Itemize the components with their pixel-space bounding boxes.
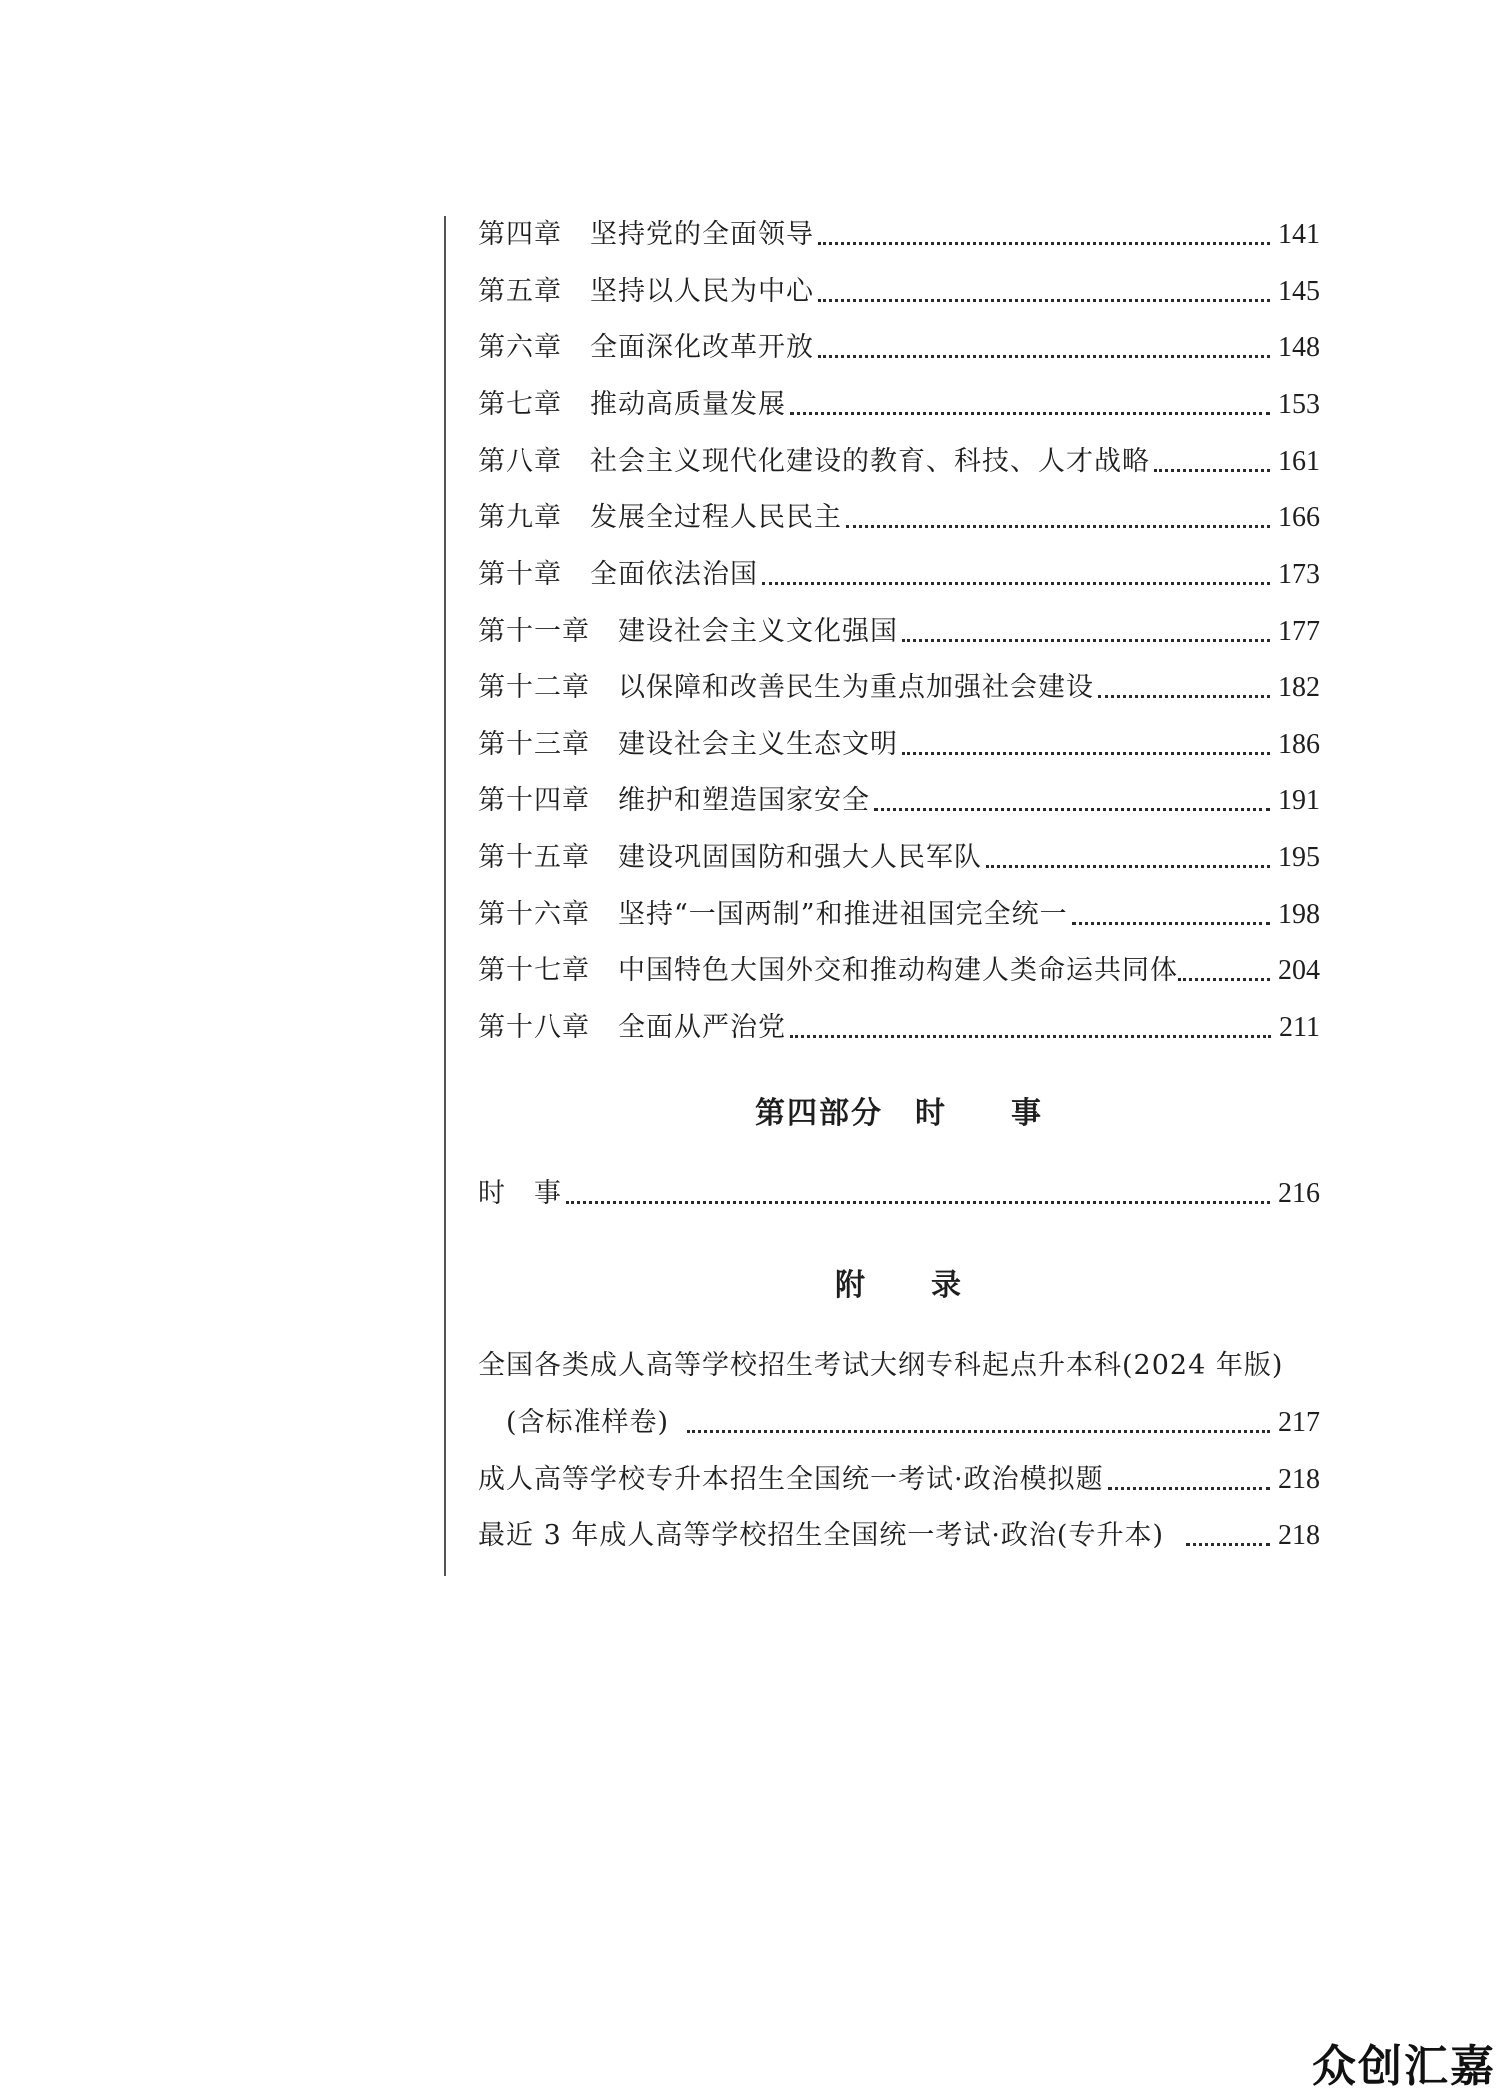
page-number: 218 [1278, 1464, 1320, 1495]
dot-leader [1178, 978, 1270, 981]
page-number: 186 [1278, 729, 1320, 760]
entry-title: 时 事 [478, 1178, 562, 1209]
page-number: 177 [1278, 616, 1320, 647]
toc-entry [478, 836, 1320, 880]
chapter-title: 发展全过程人民民主 [590, 502, 842, 533]
chapter-title: 建设巩固国防和强大人民军队 [618, 842, 982, 873]
toc-entry [478, 666, 1320, 710]
dot-leader [818, 242, 1270, 245]
toc-entry [478, 1401, 1320, 1445]
chapter-number: 第十七章 [478, 955, 590, 986]
page-number: 182 [1278, 672, 1320, 703]
appendix-entry-line1: 全国各类成人高等学校招生考试大纲专科起点升本科(2024 年版) [478, 1350, 1284, 1381]
chapter-title: 以保障和改善民生为重点加强社会建设 [618, 672, 1094, 703]
dot-leader [1098, 695, 1270, 698]
toc-entry [478, 1006, 1320, 1050]
chapter-number: 第十五章 [478, 842, 590, 873]
dot-leader [986, 865, 1270, 868]
chapter-title: 坚持“一国两制”和推进祖国完全统一 [618, 899, 1068, 930]
toc-entry [478, 326, 1320, 370]
chapter-title: 全面依法治国 [590, 559, 758, 590]
dot-leader [874, 808, 1270, 811]
chapter-number: 第十三章 [478, 729, 590, 760]
toc-entry [478, 496, 1320, 540]
chapter-title: 全面深化改革开放 [590, 332, 814, 363]
chapter-number: 第十八章 [478, 1012, 590, 1043]
chapter-title: 全面从严治党 [618, 1012, 786, 1043]
toc-entry [478, 1458, 1320, 1502]
dot-leader [1108, 1487, 1270, 1490]
page-number: 141 [1278, 219, 1320, 250]
dot-leader [790, 1035, 1271, 1038]
page-number: 145 [1278, 276, 1320, 307]
chapter-number: 第十六章 [478, 899, 590, 930]
chapter-title: 坚持党的全面领导 [590, 219, 814, 250]
chapter-number: 第八章 [478, 446, 562, 477]
watermark-logo-text: 众创汇嘉 [1312, 2041, 1496, 2092]
part4-heading: 第四部分 时 事 [755, 1096, 1043, 1131]
toc-entry [478, 1172, 1320, 1216]
chapter-number: 第十一章 [478, 616, 590, 647]
dot-leader [687, 1430, 1270, 1433]
page-number: 161 [1278, 446, 1320, 477]
chapter-title: 中国特色大国外交和推动构建人类命运共同体 [618, 955, 1178, 986]
chapter-number: 第七章 [478, 389, 562, 420]
entry-title: 成人高等学校专升本招生全国统一考试·政治模拟题 [478, 1464, 1104, 1495]
chapter-number: 第十二章 [478, 672, 590, 703]
chapter-title: 建设社会主义文化强国 [618, 616, 898, 647]
dot-leader [1154, 469, 1270, 472]
page-number: 173 [1278, 559, 1320, 590]
dot-leader [1186, 1543, 1270, 1546]
toc-entry [478, 553, 1320, 597]
entry-title: 最近 3 年成人高等学校招生全国统一考试·政治(专升本) [478, 1520, 1164, 1551]
page-number: 195 [1278, 842, 1320, 873]
page-number: 198 [1278, 899, 1320, 930]
chapter-number: 第十章 [478, 559, 562, 590]
chapter-title: 推动高质量发展 [590, 389, 786, 420]
appendix-heading: 附 录 [835, 1268, 963, 1303]
chapter-number: 第六章 [478, 332, 562, 363]
dot-leader [790, 412, 1270, 415]
toc-entry [478, 723, 1320, 767]
dot-leader [818, 355, 1270, 358]
page-number: 191 [1278, 785, 1320, 816]
page-number: 211 [1279, 1012, 1320, 1043]
dot-leader [902, 639, 1270, 642]
toc-entry [478, 270, 1320, 314]
chapter-title: 社会主义现代化建设的教育、科技、人才战略 [590, 446, 1150, 477]
dot-leader [566, 1201, 1270, 1204]
dot-leader [902, 752, 1270, 755]
toc-entry [478, 1514, 1320, 1558]
chapter-title: 维护和塑造国家安全 [618, 785, 870, 816]
dot-leader [1072, 922, 1270, 925]
page-number: 148 [1278, 332, 1320, 363]
toc-entry [478, 779, 1320, 823]
toc-entry [478, 213, 1320, 257]
dot-leader [818, 299, 1270, 302]
toc-entry [478, 610, 1320, 654]
chapter-number: 第四章 [478, 219, 562, 250]
toc-entry [478, 893, 1320, 937]
chapter-title: 坚持以人民为中心 [590, 276, 814, 307]
toc-entry [478, 383, 1320, 427]
toc-entry [478, 440, 1320, 484]
page-number: 153 [1278, 389, 1320, 420]
chapter-title: 建设社会主义生态文明 [618, 729, 898, 760]
toc-entry [478, 949, 1320, 993]
page-number: 204 [1278, 955, 1320, 986]
chapter-number: 第十四章 [478, 785, 590, 816]
page-number: 218 [1278, 1520, 1320, 1551]
page-number: 166 [1278, 502, 1320, 533]
page-number: 217 [1278, 1407, 1320, 1438]
chapter-number: 第九章 [478, 502, 562, 533]
dot-leader [846, 525, 1270, 528]
page-number: 216 [1278, 1178, 1320, 1209]
chapter-number: 第五章 [478, 276, 562, 307]
entry-title: (含标准样卷) [506, 1407, 670, 1438]
margin-rule [444, 216, 446, 1576]
dot-leader [762, 582, 1270, 585]
